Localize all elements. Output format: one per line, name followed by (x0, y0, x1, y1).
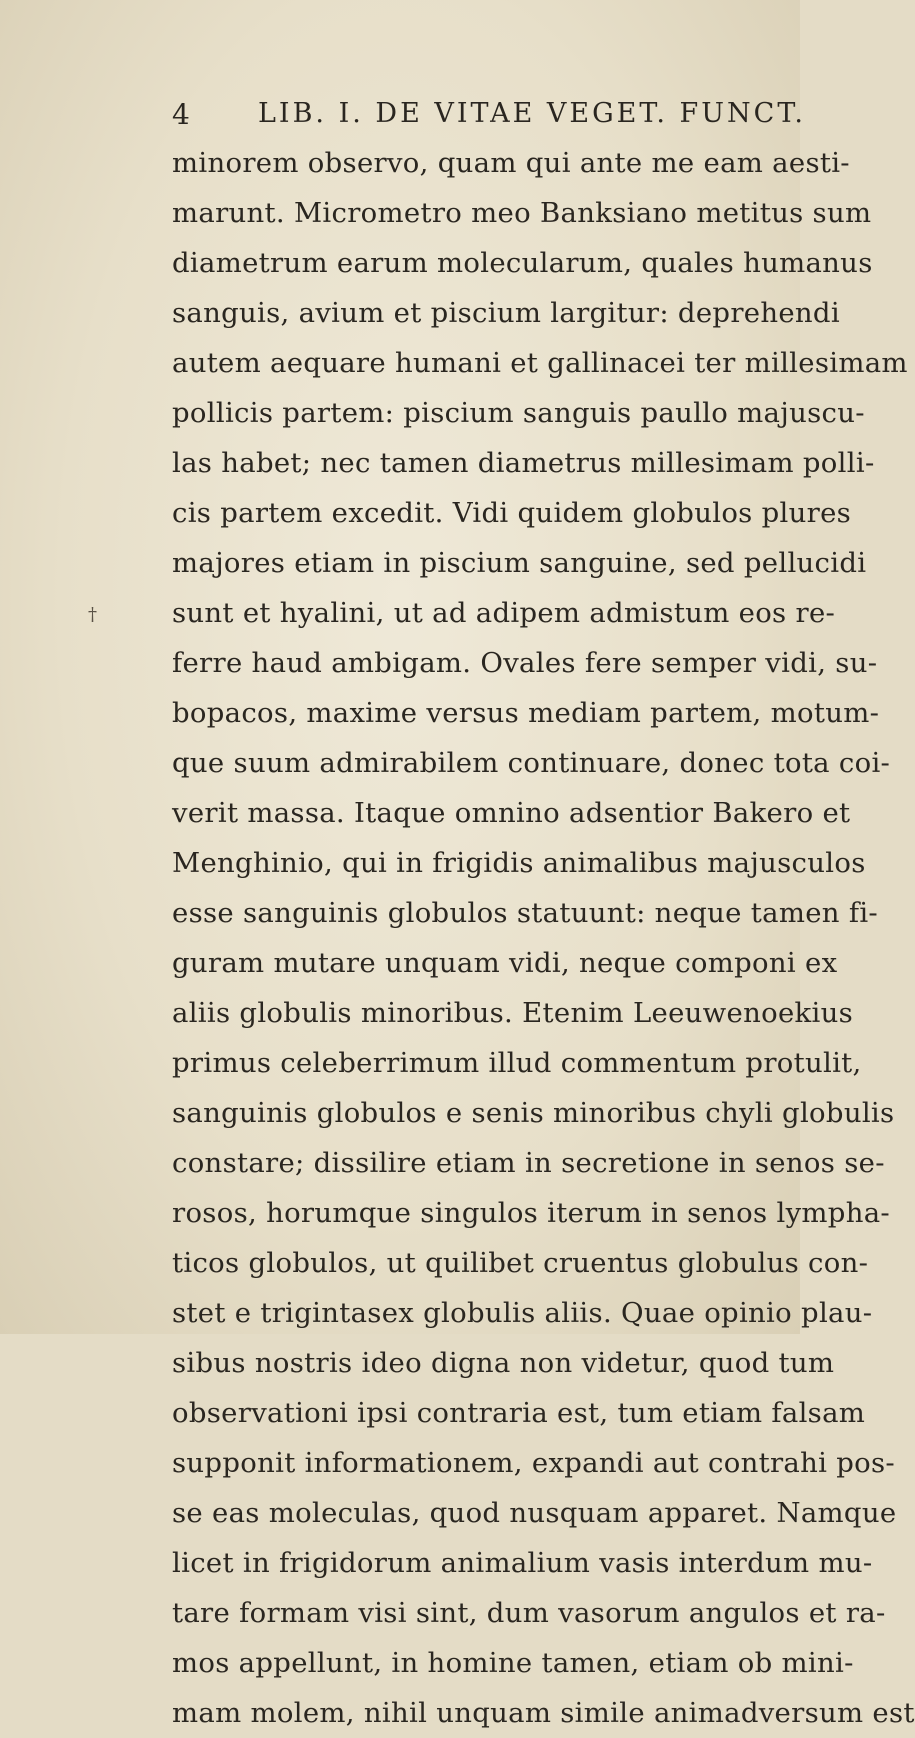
text-line: aliis globulis minoribus. Etenim Leeuwenoekius (172, 997, 854, 1029)
text-line: que suum admirabilem continuare, donec tota coi- (172, 747, 891, 779)
text-line: pollicis partem: piscium sanguis paullo majuscu- (172, 397, 865, 429)
text-line: primus celeberrimum illud commentum protulit, (172, 1047, 862, 1079)
text-line: marunt. Micrometro meo Banksiano metitus sum (172, 197, 872, 229)
text-line: guram mutare unquam vidi, neque componi ex (172, 947, 838, 979)
text-line: sanguis, avium et piscium largitur: deprehendi (172, 297, 840, 329)
text-line: constare; dissilire etiam in secretione in senos se- (172, 1147, 885, 1179)
text-line: tare formam visi sint, dum vasorum angulos et ra- (172, 1597, 886, 1629)
margin-mark-icon: † (88, 604, 97, 625)
text-line: diametrum earum molecularum, quales humanus (172, 247, 873, 279)
text-line: rosos, horumque singulos iterum in senos lympha- (172, 1197, 890, 1229)
text-line: sibus nostris ideo digna non videtur, quod tum (172, 1347, 835, 1379)
text-line: licet in frigidorum animalium vasis interdum mu- (172, 1547, 873, 1579)
text-line: sanguinis globulos e senis minoribus chyli globulis (172, 1097, 895, 1129)
text-line: se eas moleculas, quod nusquam apparet. Namque (172, 1497, 897, 1529)
text-line: sunt et hyalini, ut ad adipem admistum eos re- (172, 597, 836, 629)
text-line: mam molem, nihil unquam simile animadversum est (172, 1697, 915, 1729)
text-line: ferre haud ambigam. Ovales fere semper vidi, su- (172, 647, 878, 679)
text-line: esse sanguinis globulos statuunt: neque tamen fi- (172, 897, 879, 929)
text-line: supponit informationem, expandi aut contrahi pos- (172, 1447, 895, 1479)
text-line: observationi ipsi contraria est, tum etiam falsam (172, 1397, 866, 1429)
text-line: mos appellunt, in homine tamen, etiam ob mini- (172, 1647, 854, 1679)
text-line: minorem observo, quam qui ante me eam aesti- (172, 147, 850, 179)
text-line: ticos globulos, ut quilibet cruentus globulus con- (172, 1247, 869, 1279)
text-line: stet e trigintasex globulis aliis. Quae opinio plau- (172, 1297, 873, 1329)
text-line: cis partem excedit. Vidi quidem globulos plures (172, 497, 852, 529)
page-number: 4 (172, 98, 192, 131)
text-line: Menghinio, qui in frigidis animalibus majusculos (172, 847, 866, 879)
text-line: las habet; nec tamen diametrus millesimam polli- (172, 447, 875, 479)
text-line: verit massa. Itaque omnino adsentior Bakero et (172, 797, 851, 829)
text-line: majores etiam in piscium sanguine, sed pellucidi (172, 547, 867, 579)
body-text (172, 138, 915, 1738)
text-line: autem aequare humani et gallinacei ter millesimam (172, 347, 908, 379)
running-head: LIB. I. DE VITAE VEGET. FUNCT. (258, 98, 806, 129)
text-line: bopacos, maxime versus mediam partem, motum- (172, 697, 880, 729)
page-header (172, 98, 806, 138)
